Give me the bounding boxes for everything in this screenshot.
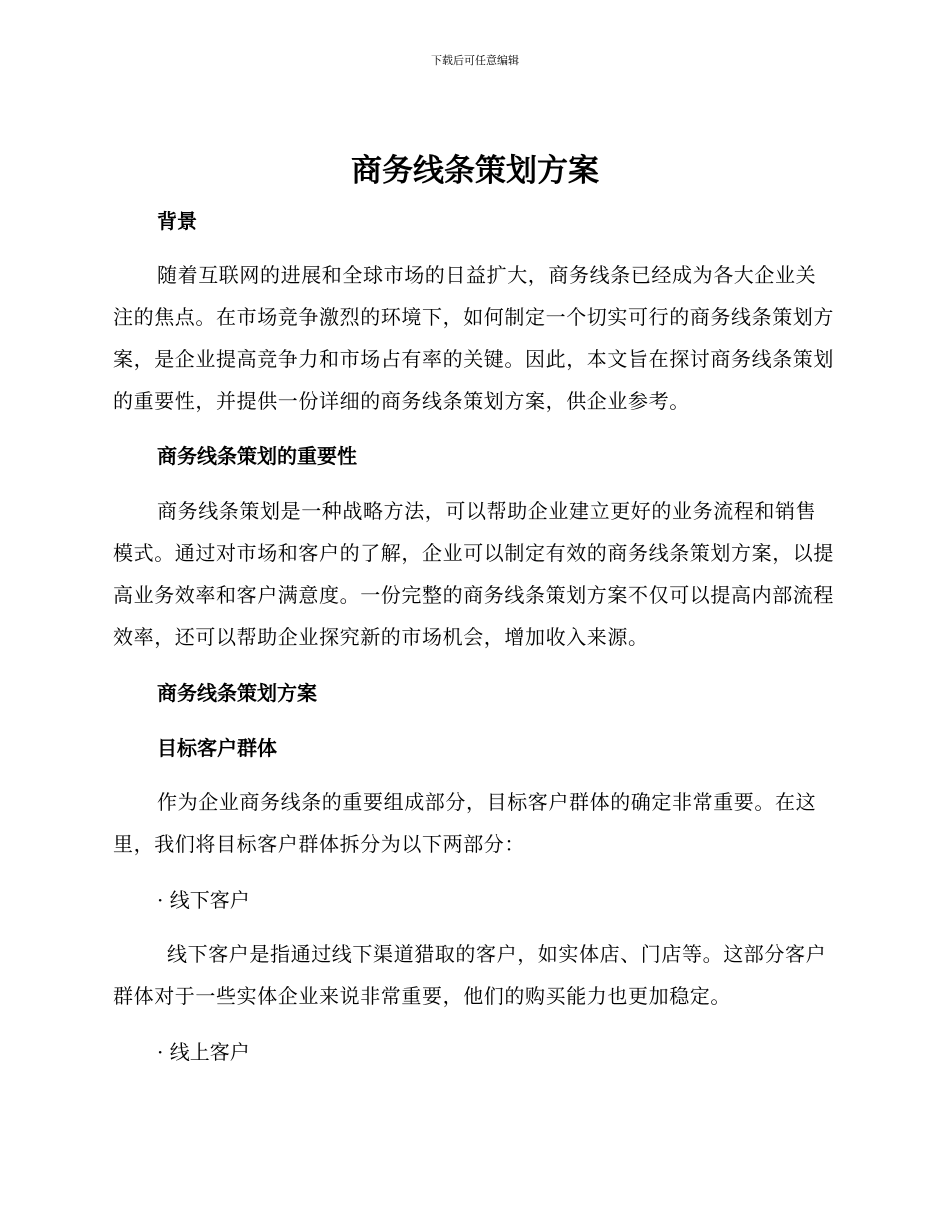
bullet-online-customers: · 线上客户 [157,1040,250,1064]
section-heading-importance: 商务线条策划的重要性 [157,444,357,468]
bullet-offline-customers: · 线下客户 [157,888,250,912]
document-title: 商务线条策划方案 [351,153,599,189]
paragraph-importance: 商务线条策划是一种战略方法，可以帮助企业建立更好的业务流程和销售模式。通过对市场和客户的了解，企业可以制定有效的商务线条策划方案，以提高业务效率和客户满意度。一份完整的商务线条策划方案不仅可以提高内部流程效率，还可以帮助企业探究新的市场机会，增加收入来源。 [113,499,834,649]
paragraph-background: 随着互联网的进展和全球市场的日益扩大，商务线条已经成为各大企业关注的焦点。在市场竞争激烈的环境下，如何制定一个切实可行的商务线条策划方案，是企业提高竞争力和市场占有率的关键。因此，本文旨在探讨商务线条策划的重要性，并提供一份详细的商务线条策划方案，供企业参考。 [113,263,834,413]
page-header-note: 下载后可任意编辑 [431,54,519,67]
subsection-heading-target-customers: 目标客户群体 [157,736,277,760]
section-heading-plan: 商务线条策划方案 [157,681,317,705]
paragraph-offline-customers: 线下客户是指通过线下渠道猎取的客户，如实体店、门店等。这部分客户群体对于一些实体企业来说非常重要，他们的购买能力也更加稳定。 [113,942,827,1008]
section-heading-background: 背景 [157,209,197,233]
paragraph-target-customers: 作为企业商务线条的重要组成部分，目标客户群体的确定非常重要。在这里，我们将目标客户群体拆分为以下两部分： [113,790,817,856]
